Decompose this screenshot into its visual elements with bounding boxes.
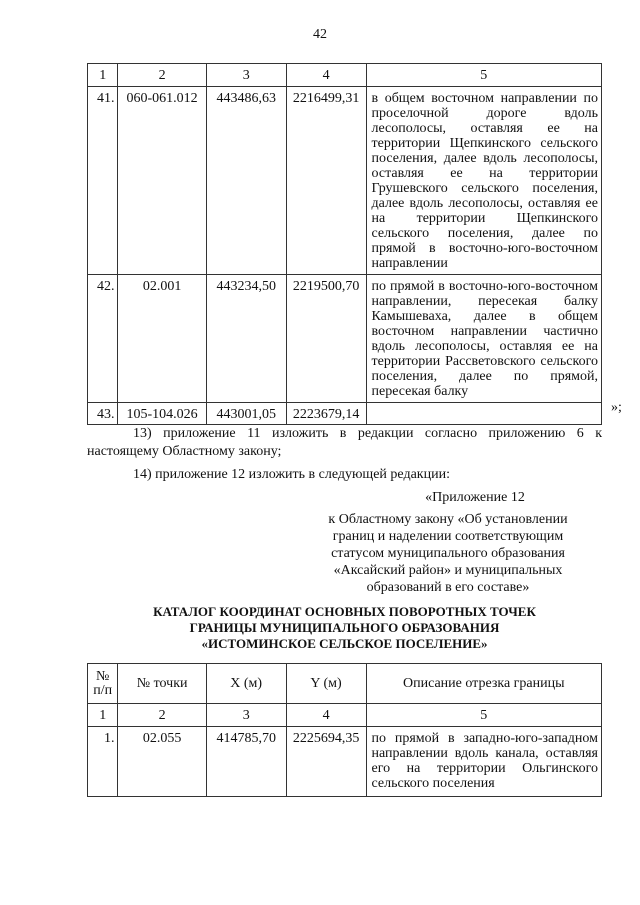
row-number: 43. (88, 403, 118, 425)
point-id: 02.001 (118, 275, 206, 403)
header-cell: 2 (118, 64, 206, 87)
column-name-y: Y (м) (286, 664, 366, 704)
table-header-row (88, 64, 602, 87)
segment-description (366, 403, 602, 425)
catalog-title-line: ГРАНИЦЫ МУНИЦИПАЛЬНОГО ОБРАЗОВАНИЯ (189, 620, 500, 635)
y-coord: 2219500,70 (286, 275, 366, 403)
column-name-point: № точки (118, 664, 206, 704)
row-number: 41. (88, 87, 118, 275)
column-name-number-bottom: п/п (93, 682, 113, 698)
y-coord: 2223679,14 (286, 403, 366, 425)
x-coord: 443001,05 (206, 403, 286, 425)
paragraph-13: 13) приложение 11 изложить в редакции согласно приложению 6 к настоящему Областному закону; (87, 426, 602, 459)
header-cell: 1 (88, 64, 118, 87)
point-id: 02.055 (118, 727, 206, 797)
header-cell: 5 (366, 704, 602, 727)
coordinates-table-continued (87, 63, 602, 425)
x-coord: 443486,63 (206, 87, 286, 275)
row-number: 1. (88, 727, 118, 797)
table-row (88, 87, 602, 275)
table-row (88, 727, 602, 797)
appendix-line: границ и наделении соответствующим (332, 529, 564, 544)
appendix-line: статусом муниципального образования (331, 546, 565, 561)
x-coord: 443234,50 (206, 275, 286, 403)
header-cell: 5 (366, 64, 602, 87)
page-number: 42 (313, 27, 327, 42)
header-cell: 1 (88, 704, 118, 727)
x-coord: 414785,70 (206, 727, 286, 797)
paragraph-14: 14) приложение 12 изложить в следующей редакции: (133, 467, 450, 482)
header-cell: 4 (286, 704, 366, 727)
column-name-number-top: № (96, 668, 110, 684)
header-cell: 2 (118, 704, 206, 727)
column-name-number (88, 664, 118, 704)
table-header-row (88, 704, 602, 727)
column-names-row (88, 664, 602, 704)
column-name-description: Описание отрезка границы (366, 664, 602, 704)
appendix-line: «Аксайский район» и муниципальных (333, 563, 563, 578)
appendix-reference (308, 511, 588, 596)
point-id: 105-104.026 (118, 403, 206, 425)
table-row (88, 403, 602, 425)
segment-description: по прямой в западно-юго-западном направлении вдоль канала, оставляя его на территории Ольгинского сельского поселения (366, 727, 602, 797)
y-coord: 2216499,31 (286, 87, 366, 275)
column-name-x: X (м) (206, 664, 286, 704)
coordinates-table (87, 663, 602, 797)
header-cell: 4 (286, 64, 366, 87)
header-cell: 3 (206, 704, 286, 727)
catalog-title-line: КАТАЛОГ КООРДИНАТ ОСНОВНЫХ ПОВОРОТНЫХ ТОЧЕК (153, 604, 536, 619)
segment-description: по прямой в восточно-юго-восточном направлении, пересекая балку Камышеваха, далее в общем восточном направлении частично вдоль лесополосы, оставляя ее на территории Рассветовского сельского поселения, далее по прямой, пересекая балку (366, 275, 602, 403)
y-coord: 2225694,35 (286, 727, 366, 797)
appendix-title: «Приложение 12 (425, 490, 525, 505)
appendix-line: образований в его составе» (366, 580, 530, 595)
row-number: 42. (88, 275, 118, 403)
table-row (88, 275, 602, 403)
catalog-title-line: «ИСТОМИНСКОЕ СЕЛЬСКОЕ ПОСЕЛЕНИЕ» (201, 636, 488, 651)
table-closing-quote: »; (611, 400, 622, 415)
point-id: 060-061.012 (118, 87, 206, 275)
segment-description: в общем восточном направлении по проселочной дороге вдоль лесополосы, оставляя ее на территории Щепкинского сельского поселения, далее вдоль лесополосы, оставляя ее на территории Грушевского сельского поселения, далее вдоль лесополосы, оставляя ее на территории Щепкинского сельского поселения, далее по прямой в восточно-юго-восточном направлении (366, 87, 602, 275)
appendix-line: к Областному закону «Об установлении (328, 512, 568, 527)
header-cell: 3 (206, 64, 286, 87)
catalog-title (87, 604, 602, 652)
